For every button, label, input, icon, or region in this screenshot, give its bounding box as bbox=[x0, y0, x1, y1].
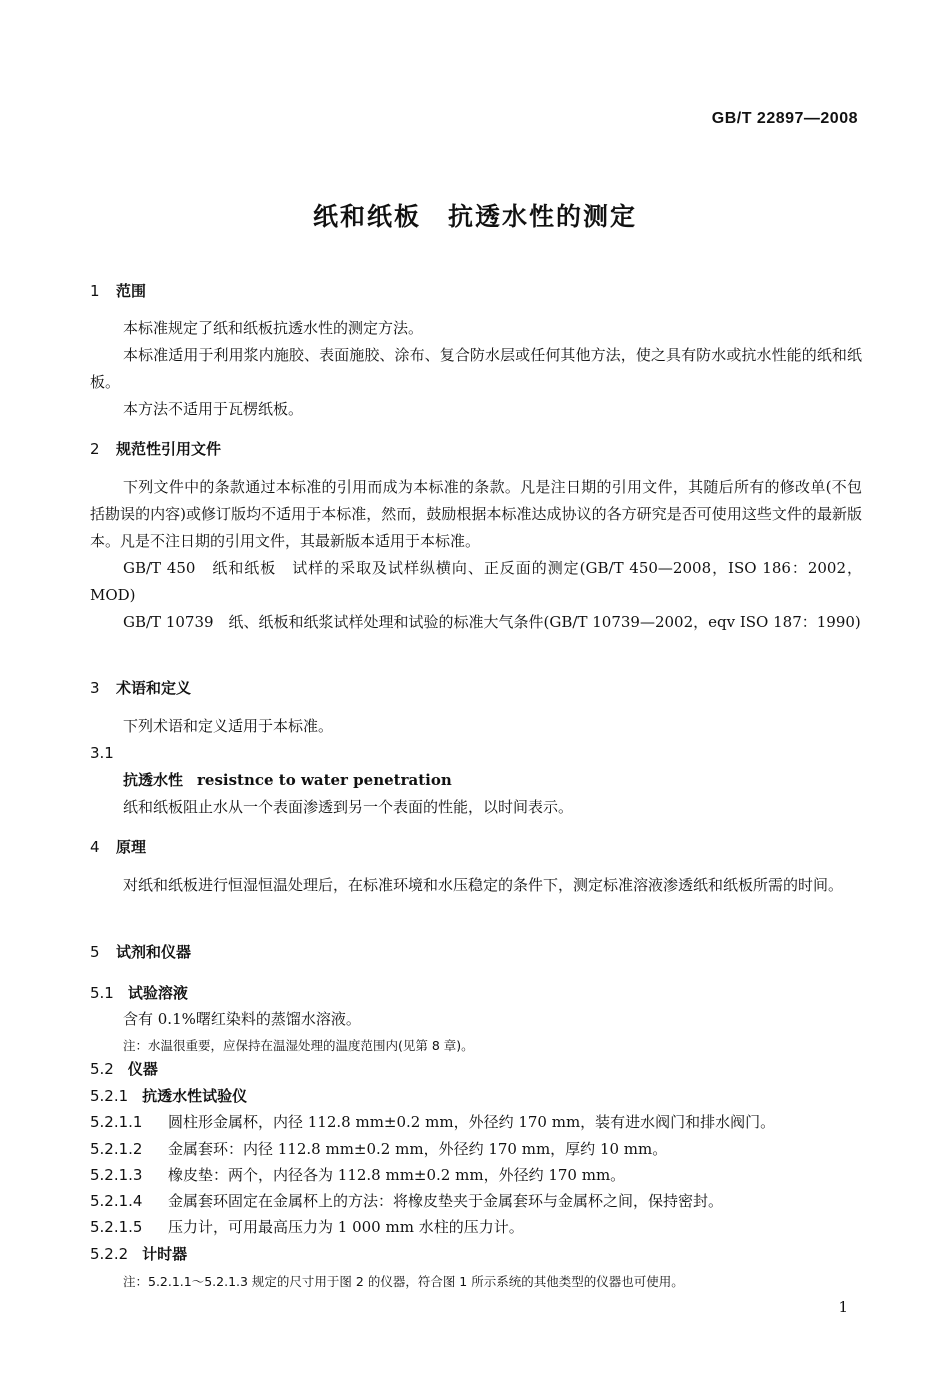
section-5-2-2-note: 注：5.2.1.1～5.2.1.3 规定的尺寸用于图 2 的仪器，符合图 1 所示系统的其他类型的仪器也可使用。 bbox=[123, 1274, 684, 1289]
section-5-1-text: 含有 0.1%曙红染料的蒸馏水溶液。 bbox=[123, 1010, 361, 1028]
section-5-2-1-heading: 5.2.1 抗透水性试验仪 bbox=[90, 1087, 248, 1105]
reference-gbt-10739: GB/T 10739 纸、纸板和纸浆试样处理和试验的标准大气条件(GB/T 10739—2002，eqv ISO 187：1990) bbox=[123, 613, 861, 631]
section-3-1-number: 3.1 bbox=[90, 744, 114, 762]
section-5-heading: 5 试剂和仪器 bbox=[90, 943, 192, 961]
section-3-heading: 3 术语和定义 bbox=[90, 679, 192, 697]
section-5-1-heading: 5.1 试验溶液 bbox=[90, 984, 188, 1002]
section-4-para-1: 对纸和纸板进行恒湿恒温处理后，在标准环境和水压稳定的条件下，测定标准溶液渗透纸和纸板所需的时间。 bbox=[123, 876, 844, 894]
list-item: 5.2.1.2 金属套环：内径 112.8 mm±0.2 mm，外径约 170 mm，厚约 10 mm。 bbox=[90, 1140, 668, 1158]
page-number: 1 bbox=[838, 1298, 848, 1316]
list-item: 5.2.1.4 金属套环固定在金属杯上的方法：将橡皮垫夹于金属套环与金属杯之间，保持密封。 bbox=[90, 1192, 724, 1210]
list-item: 5.2.1.3 橡皮垫：两个，内径各为 112.8 mm±0.2 mm，外径约 170 mm。 bbox=[90, 1166, 626, 1184]
section-1-para-3: 本方法不适用于瓦楞纸板。 bbox=[123, 400, 304, 418]
list-item: 5.2.1.5 压力计，可用最高压力为 1 000 mm 水柱的压力计。 bbox=[90, 1218, 524, 1236]
term-entry: 抗透水性 resistnce to water penetration bbox=[123, 771, 452, 789]
standard-code: GB/T 22897—2008 bbox=[711, 110, 858, 127]
section-3-para-1: 下列术语和定义适用于本标准。 bbox=[123, 717, 334, 735]
document-title: 纸和纸板 抗透水性的测定 bbox=[312, 202, 637, 231]
section-1-para-1: 本标准规定了纸和纸板抗透水性的测定方法。 bbox=[123, 319, 424, 337]
section-5-1-note: 注：水温很重要，应保持在温湿处理的温度范围内(见第 8 章)。 bbox=[123, 1038, 474, 1053]
section-2-heading: 2 规范性引用文件 bbox=[90, 440, 222, 458]
section-5-2-2-heading: 5.2.2 计时器 bbox=[90, 1245, 188, 1263]
section-1-heading: 1 范围 bbox=[90, 282, 147, 300]
section-1-para-2: 本标准适用于利用浆内施胶、表面施胶、涂布、复合防水层或任何其他方法，使之具有防水或抗水性能的纸和纸板。 bbox=[90, 346, 862, 391]
section-5-2-heading: 5.2 仪器 bbox=[90, 1060, 158, 1078]
list-item: 5.2.1.1 圆柱形金属杯，内径 112.8 mm±0.2 mm，外径约 170 mm，装有进水阀门和排水阀门。 bbox=[90, 1113, 776, 1131]
reference-gbt-450: GB/T 450 纸和纸板 试样的采取及试样纵横向、正反面的测定(GB/T 450—2008，ISO 186：2002，MOD) bbox=[90, 559, 862, 604]
section-2-para-1: 下列文件中的条款通过本标准的引用而成为本标准的条款。凡是注日期的引用文件，其随后所有的修改单(不包括勘误的内容)或修订版均不适用于本标准，然而，鼓励根据本标准达成协议的各方研究是否可使用这些文件的最新版本。凡是不注日期的引用文件，其最新版本适用于本标准。 bbox=[90, 478, 862, 550]
section-4-heading: 4 原理 bbox=[90, 838, 147, 856]
term-definition: 纸和纸板阻止水从一个表面渗透到另一个表面的性能，以时间表示。 bbox=[123, 798, 574, 816]
